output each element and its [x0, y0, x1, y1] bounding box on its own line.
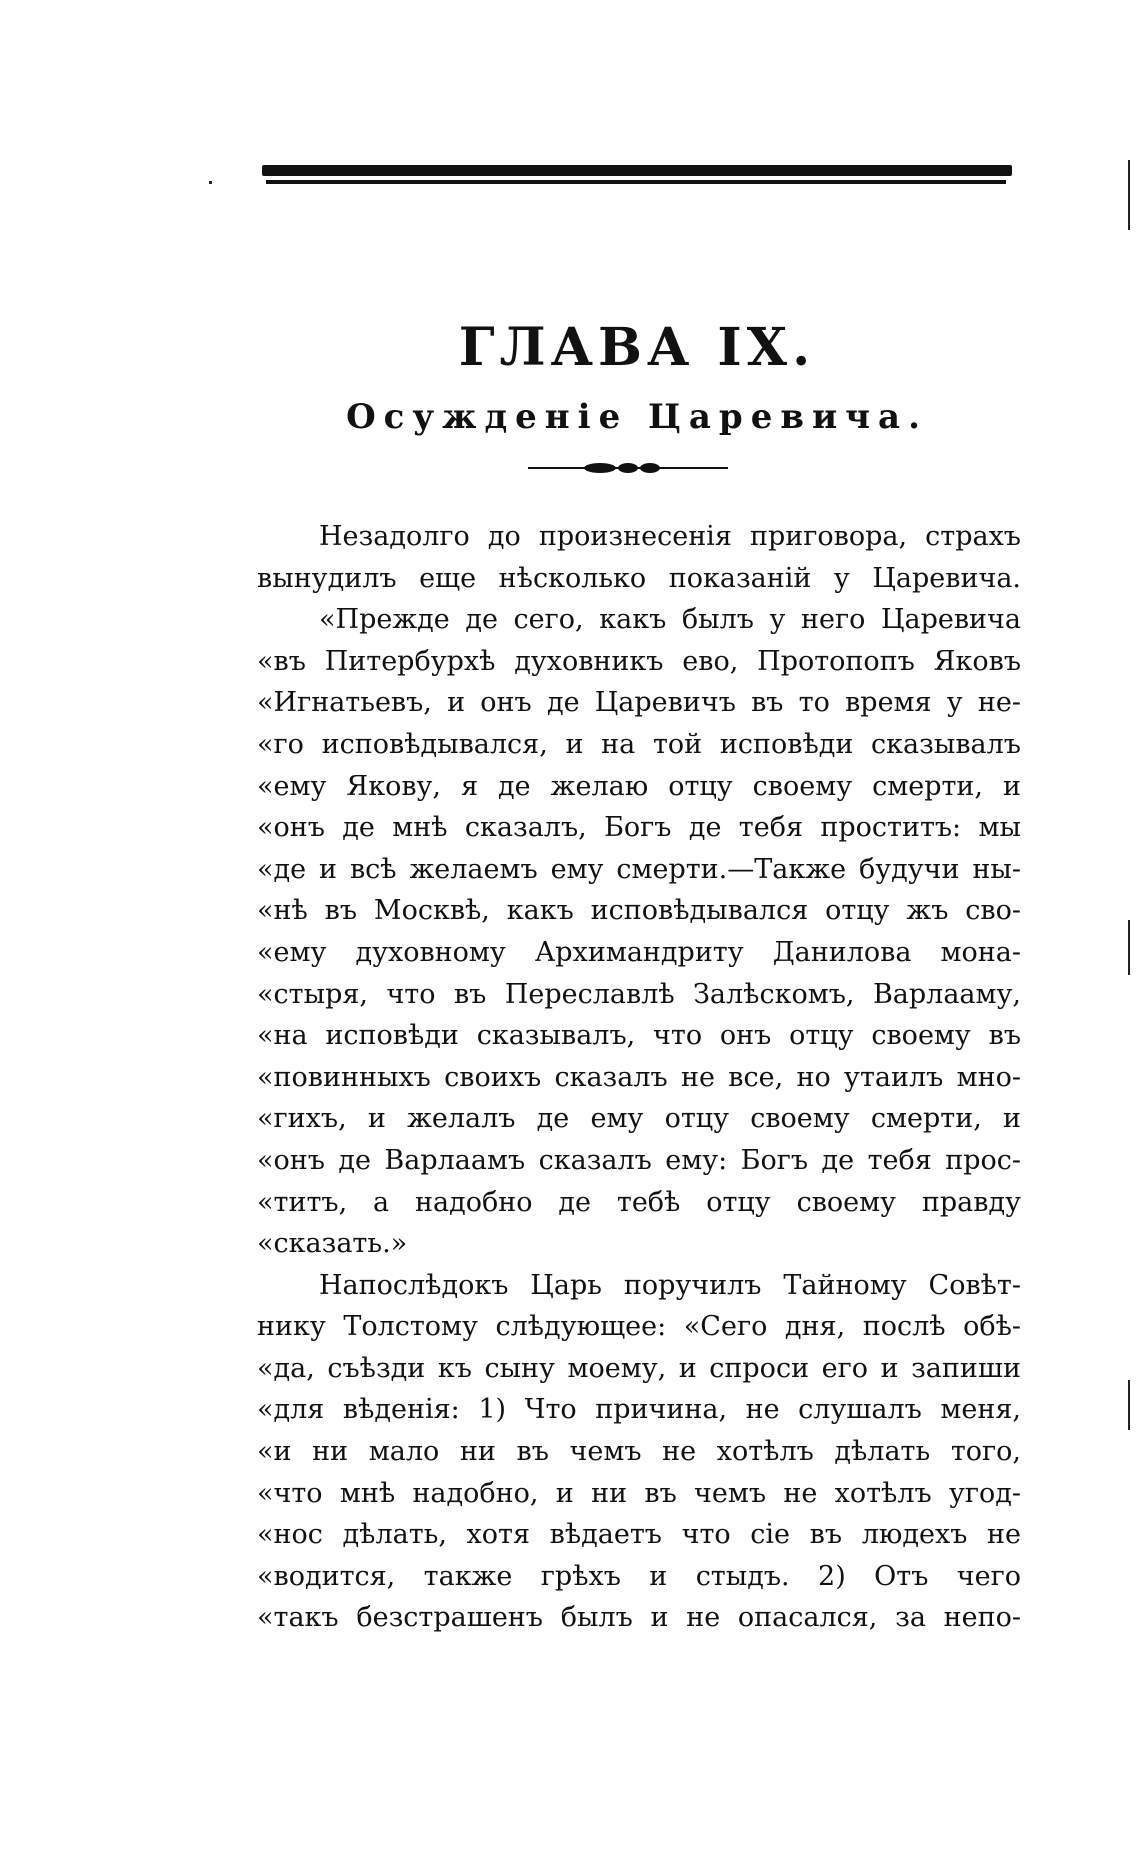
text-line: «и ни мало ни въ чемъ не хотѣлъ дѣлать того, — [257, 1436, 1021, 1468]
body-text — [257, 516, 1021, 1639]
ornament-divider — [528, 460, 728, 476]
text-line: «ему Якову, я де желаю отцу своему смерти, и — [257, 770, 1021, 802]
text-line: вынудилъ еще нѣсколько показаній у Царевича. — [257, 562, 1021, 594]
text-line: «нос дѣлать, хотя вѣдаетъ что сіе въ людехъ не — [257, 1519, 1021, 1551]
top-rule-thin — [266, 180, 1006, 184]
text-line: «Прежде де сего, какъ былъ у него Царевича — [319, 604, 1021, 636]
text-line: «на исповѣди сказывалъ, что онъ отцу своему въ — [257, 1020, 1021, 1052]
text-line: «онъ де Варлаамъ сказалъ ему: Богъ де тебя прос- — [257, 1144, 1021, 1176]
text-line: «де и всѣ желаемъ ему смерти.—Также будучи ны- — [257, 853, 1021, 885]
text-line: «титъ, а надобно де тебѣ отцу своему правду — [257, 1186, 1021, 1218]
text-line: «стыря, что въ Переславлѣ Залѣскомъ, Варлааму, — [257, 978, 1021, 1010]
text-line: «для вѣденія: 1) Что причина, не слушалъ меня, — [257, 1394, 1021, 1426]
scan-mark — [1128, 920, 1130, 975]
text-line: «сказать.» — [257, 1228, 408, 1260]
scan-mark — [209, 181, 212, 184]
text-line: «въ Питербурхѣ духовникъ ево, Протопопъ Яковъ — [257, 645, 1021, 677]
text-line: «водится, также грѣхъ и стыдъ. 2) Отъ чего — [257, 1560, 1021, 1592]
chapter-subtitle: Осужденіе Царевича. — [346, 397, 928, 437]
chapter-title: ГЛАВА IX. — [458, 317, 816, 378]
text-line: «такъ безстрашенъ былъ и не опасался, за непо- — [257, 1602, 1021, 1634]
scan-mark — [1128, 160, 1130, 230]
text-line: «нѣ въ Москвѣ, какъ исповѣдывался отцу жъ сво- — [257, 895, 1021, 927]
text-line: Незадолго до произнесенія приговора, страхъ — [319, 521, 1021, 552]
text-line: «го исповѣдывался, и на той исповѣди сказывалъ — [257, 728, 1021, 760]
text-line: нику Толстому слѣдующее: «Сего дня, послѣ обѣ- — [257, 1311, 1021, 1343]
text-line: Напослѣдокъ Царь поручилъ Тайному Совѣт- — [319, 1269, 1021, 1301]
text-line: «ему духовному Архимандриту Данилова мона- — [257, 936, 1021, 968]
text-line: «что мнѣ надобно, и ни въ чемъ не хотѣлъ угод- — [257, 1477, 1021, 1509]
text-line: «онъ де мнѣ сказалъ, Богъ де тебя проститъ: мы — [257, 812, 1021, 844]
top-rule — [262, 165, 1012, 187]
top-rule-thick — [262, 165, 1012, 176]
scan-mark — [1128, 1380, 1130, 1430]
text-line: «повинныхъ своихъ сказалъ не все, но утаилъ мно- — [257, 1061, 1021, 1093]
text-line: «да, съѣзди къ сыну моему, и спроси его и запиши — [257, 1352, 1021, 1384]
text-line: «гихъ, и желалъ де ему отцу своему смерти, и — [257, 1103, 1021, 1135]
text-line: «Игнатьевъ, и онъ де Царевичъ въ то время у не- — [257, 687, 1021, 719]
